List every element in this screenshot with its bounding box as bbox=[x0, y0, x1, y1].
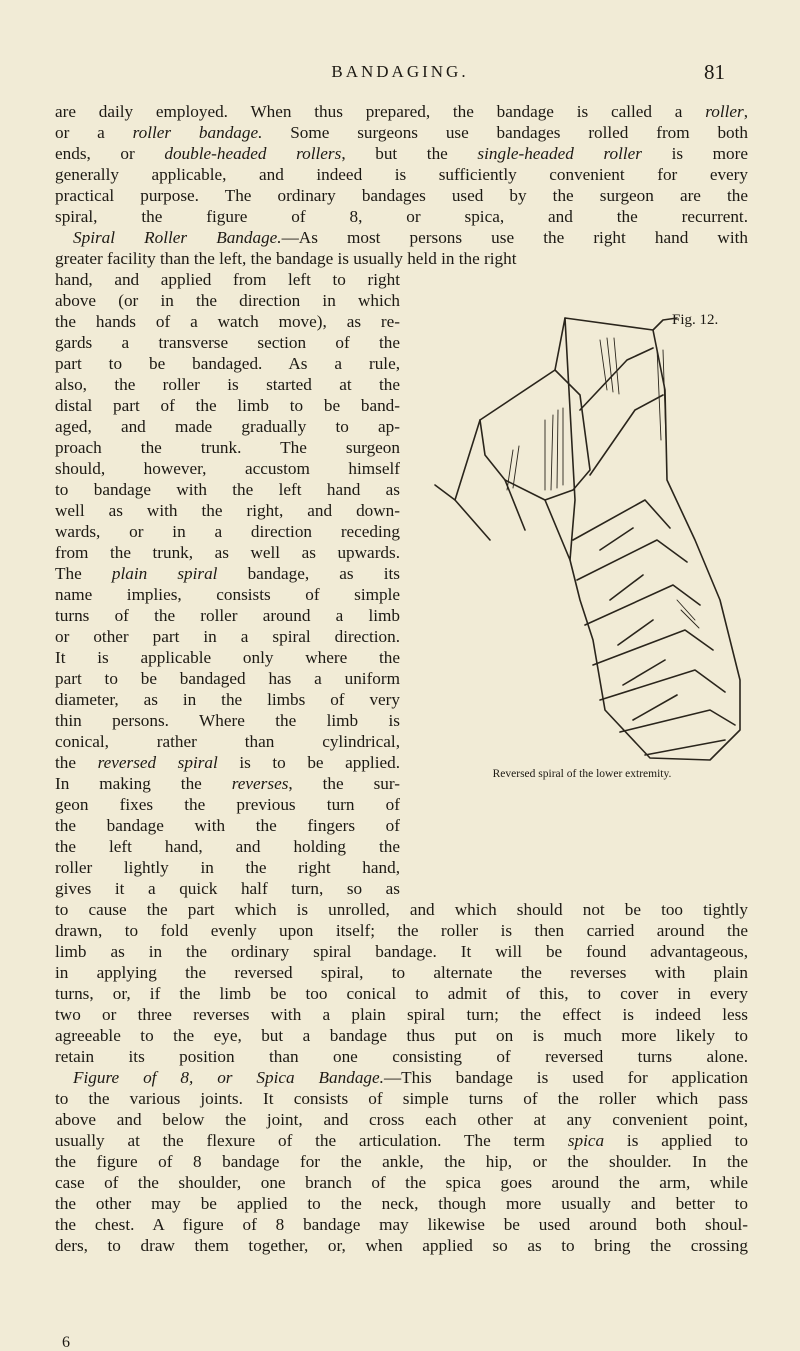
text-segment: ends, or bbox=[55, 144, 165, 163]
text-line: gives it a quick half turn, so as bbox=[55, 879, 400, 898]
text-line: or other part in a spiral direction. bbox=[55, 627, 400, 646]
text-segment: spiral, the figure of 8, or spica, and the recurrent. bbox=[55, 207, 748, 226]
text-line: gards a transverse section of the bbox=[55, 333, 400, 352]
text-line bbox=[55, 122, 748, 143]
text-line bbox=[55, 101, 748, 122]
text-line: conical, rather than cylindrical, bbox=[55, 732, 400, 751]
page-number: 81 bbox=[704, 60, 725, 84]
text-line: the hands of a watch move), as re- bbox=[55, 312, 400, 331]
text-line bbox=[55, 143, 748, 164]
text-line: name implies, consists of simple bbox=[55, 585, 400, 604]
text-segment: roller bandage. bbox=[132, 123, 263, 142]
text-line bbox=[55, 227, 748, 248]
text-line: agreeable to the eye, but a bandage thus put on is much more likely to bbox=[55, 1026, 748, 1045]
text-line: drawn, to fold evenly upon itself; the roller is then carried around the bbox=[55, 921, 748, 940]
paragraph-roller-intro bbox=[55, 101, 748, 269]
text-segment: or a bbox=[55, 123, 133, 142]
text-line: diameter, as in the limbs of very bbox=[55, 690, 400, 709]
text-line: turns of the roller around a limb bbox=[55, 606, 400, 625]
text-segment: —As most persons use the right hand with bbox=[281, 228, 748, 247]
text-line bbox=[55, 248, 748, 269]
text-line: distal part of the limb to be band- bbox=[55, 396, 400, 415]
text-line: the chest. A figure of 8 bandage may likewise be used around both shoul- bbox=[55, 1215, 748, 1234]
text-line: The plain spiral bandage, as its bbox=[55, 564, 400, 583]
text-line: wards, or in a direction receding bbox=[55, 522, 400, 541]
text-line: proach the trunk. The surgeon bbox=[55, 438, 400, 457]
text-line: part to be bandaged. As a rule, bbox=[55, 354, 400, 373]
signature-mark: 6 bbox=[62, 1334, 70, 1351]
text-line bbox=[55, 185, 748, 206]
text-segment: , bbox=[743, 102, 748, 121]
text-segment: Some surgeons use bandages rolled from both bbox=[262, 123, 749, 142]
text-line: turns, or, if the limb be too conical to admit of this, to cover in every bbox=[55, 984, 748, 1003]
text-line: in applying the reversed spiral, to alternate the reverses with plain bbox=[55, 963, 748, 982]
text-line: the bandage with the fingers of bbox=[55, 816, 400, 835]
bandaged-leg-illustration bbox=[395, 300, 755, 770]
text-line: to bandage with the left hand as bbox=[55, 480, 400, 499]
text-segment: practical purpose. The ordinary bandages used by the surgeon are the bbox=[55, 186, 748, 205]
figure-caption: Reversed spiral of the lower extremity. bbox=[492, 768, 672, 780]
text-line: also, the roller is started at the bbox=[55, 375, 400, 394]
text-line: It is applicable only where the bbox=[55, 648, 400, 667]
text-line: retain its position than one consisting of reversed turns alone. bbox=[55, 1047, 748, 1066]
text-line: geon fixes the previous turn of bbox=[55, 795, 400, 814]
text-line: roller lightly in the right hand, bbox=[55, 858, 400, 877]
text-line: hand, and applied from left to right bbox=[55, 270, 400, 289]
text-line: to the various joints. It consists of simple turns of the roller which pass bbox=[55, 1089, 748, 1108]
text-segment: generally applicable, and indeed is sufficiently convenient for every bbox=[55, 165, 748, 184]
text-segment: Spiral Roller Bandage. bbox=[73, 228, 282, 247]
running-head bbox=[0, 60, 800, 86]
text-line: case of the shoulder, one branch of the spica goes around the arm, while bbox=[55, 1173, 748, 1192]
text-segment: are daily employed. When thus prepared, the bandage is called a bbox=[55, 102, 706, 121]
text-line: part to be bandaged has a uniform bbox=[55, 669, 400, 688]
text-line: Figure of 8, or Spica Bandage.—This bandage is used for application bbox=[73, 1068, 748, 1087]
text-line: thin persons. Where the limb is bbox=[55, 711, 400, 730]
text-line: above (or in the direction in which bbox=[55, 291, 400, 310]
text-line: should, however, accustom himself bbox=[55, 459, 400, 478]
paragraph-spiral-bandage bbox=[55, 269, 400, 899]
running-title: BANDAGING. bbox=[331, 62, 469, 81]
text-line: to cause the part which is unrolled, and which should not be too tightly bbox=[55, 900, 748, 919]
text-line: well as with the right, and down- bbox=[55, 501, 400, 520]
text-line: aged, and made gradually to ap- bbox=[55, 417, 400, 436]
figure-label: Fig. 12. bbox=[672, 312, 719, 328]
text-segment: double-headed rollers bbox=[164, 144, 342, 163]
text-line: two or three reverses with a plain spiral turn; the effect is indeed less bbox=[55, 1005, 748, 1024]
text-line: the other may be applied to the neck, though more usually and better to bbox=[55, 1194, 748, 1213]
text-segment: roller bbox=[705, 102, 744, 121]
text-segment: greater facility than the left, the bandage is usually held in the right bbox=[55, 249, 517, 268]
text-line: In making the reverses, the sur- bbox=[55, 774, 400, 793]
text-line bbox=[55, 164, 748, 185]
text-line: the reversed spiral is to be applied. bbox=[55, 753, 400, 772]
text-line bbox=[55, 206, 748, 227]
text-line: ders, to draw them together, or, when applied so as to bring the crossing bbox=[55, 1236, 748, 1255]
text-segment: single-headed roller bbox=[477, 144, 642, 163]
text-line: above and below the joint, and cross each other at any convenient point, bbox=[55, 1110, 748, 1129]
text-line: the left hand, and holding the bbox=[55, 837, 400, 856]
text-line: the figure of 8 bandage for the ankle, the hip, or the shoulder. In the bbox=[55, 1152, 748, 1171]
text-line: from the trunk, as well as upwards. bbox=[55, 543, 400, 562]
paragraph-spica-bandage bbox=[55, 899, 748, 1256]
text-segment: is more bbox=[641, 144, 748, 163]
text-line: usually at the flexure of the articulation. The term spica is applied to bbox=[55, 1131, 748, 1150]
text-segment: , but the bbox=[341, 144, 478, 163]
text-line: limb as in the ordinary spiral bandage. It will be found advantageous, bbox=[55, 942, 748, 961]
